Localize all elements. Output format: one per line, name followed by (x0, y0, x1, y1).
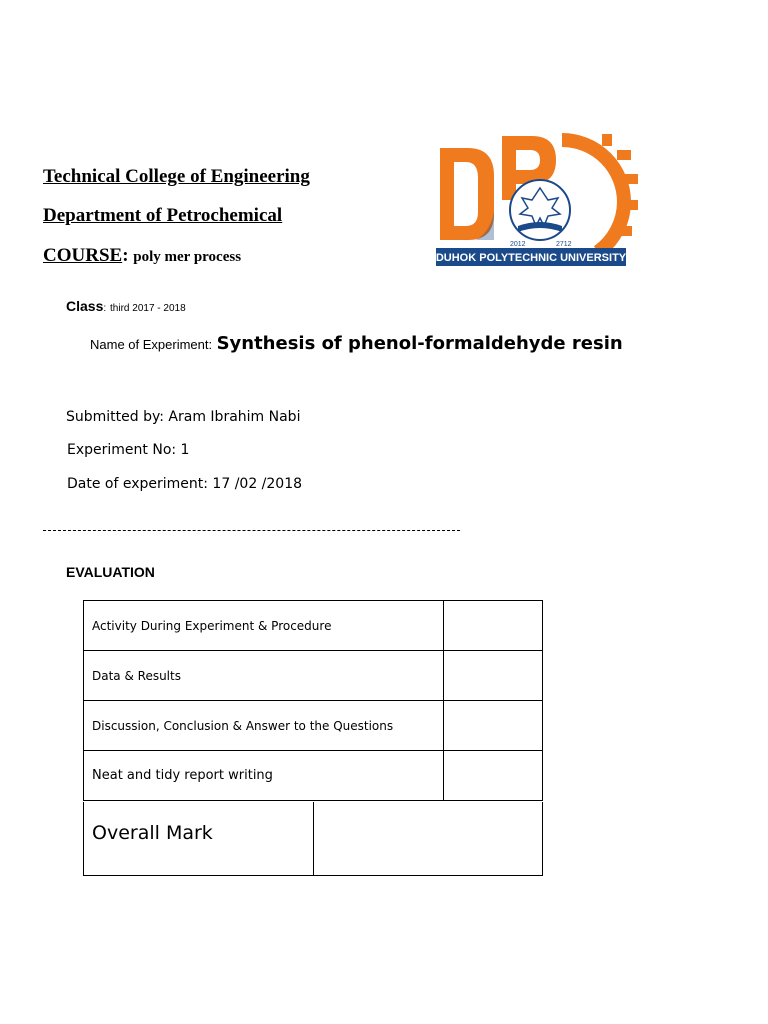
class-value: third 2017 - 2018 (110, 303, 186, 314)
evaluation-title: EVALUATION (66, 564, 155, 580)
experiment-number: Experiment No: 1 (67, 442, 190, 458)
dpu-logo (432, 128, 638, 270)
table-row (84, 751, 543, 801)
criteria-cell: Neat and tidy report writing (84, 751, 444, 801)
criteria-cell: Discussion, Conclusion & Answer to the Questions (84, 701, 444, 751)
experiment-name-label: Name of Experiment: (90, 337, 213, 352)
table-row (84, 701, 543, 751)
course-value: poly mer process (133, 249, 242, 265)
divider-line (43, 530, 460, 531)
department-heading: Department of Petrochemical (43, 205, 283, 226)
experiment-name-line (90, 333, 623, 354)
criteria-cell: Activity During Experiment & Procedure (84, 601, 444, 651)
overall-mark-score[interactable] (313, 802, 314, 875)
submitted-by: Submitted by: Aram Ibrahim Nabi (66, 409, 301, 425)
experiment-date: Date of experiment: 17 /02 /2018 (67, 476, 303, 492)
svg-text:2012: 2012 (510, 241, 526, 248)
course-line: COURSE: poly mer process (43, 245, 242, 266)
score-cell[interactable] (444, 601, 543, 651)
overall-mark-row (83, 802, 543, 876)
evaluation-table (83, 600, 543, 801)
college-heading: Technical College of Engineering (43, 166, 310, 187)
table-row (84, 651, 543, 701)
score-cell[interactable] (444, 701, 543, 751)
svg-text:2712: 2712 (556, 241, 572, 248)
table-row (84, 601, 543, 651)
experiment-name-value: Synthesis of phenol-formaldehyde resin (216, 333, 623, 354)
criteria-cell: Data & Results (84, 651, 444, 701)
course-label: COURSE (43, 245, 123, 266)
overall-mark-label: Overall Mark (92, 822, 213, 844)
score-cell[interactable] (444, 651, 543, 701)
score-cell[interactable] (444, 751, 543, 801)
class-line: Class: third 2017 - 2018 (66, 298, 186, 314)
class-label: Class (66, 298, 104, 314)
svg-text:DUHOK POLYTECHNIC UNIVERSITY: DUHOK POLYTECHNIC UNIVERSITY (435, 252, 627, 264)
